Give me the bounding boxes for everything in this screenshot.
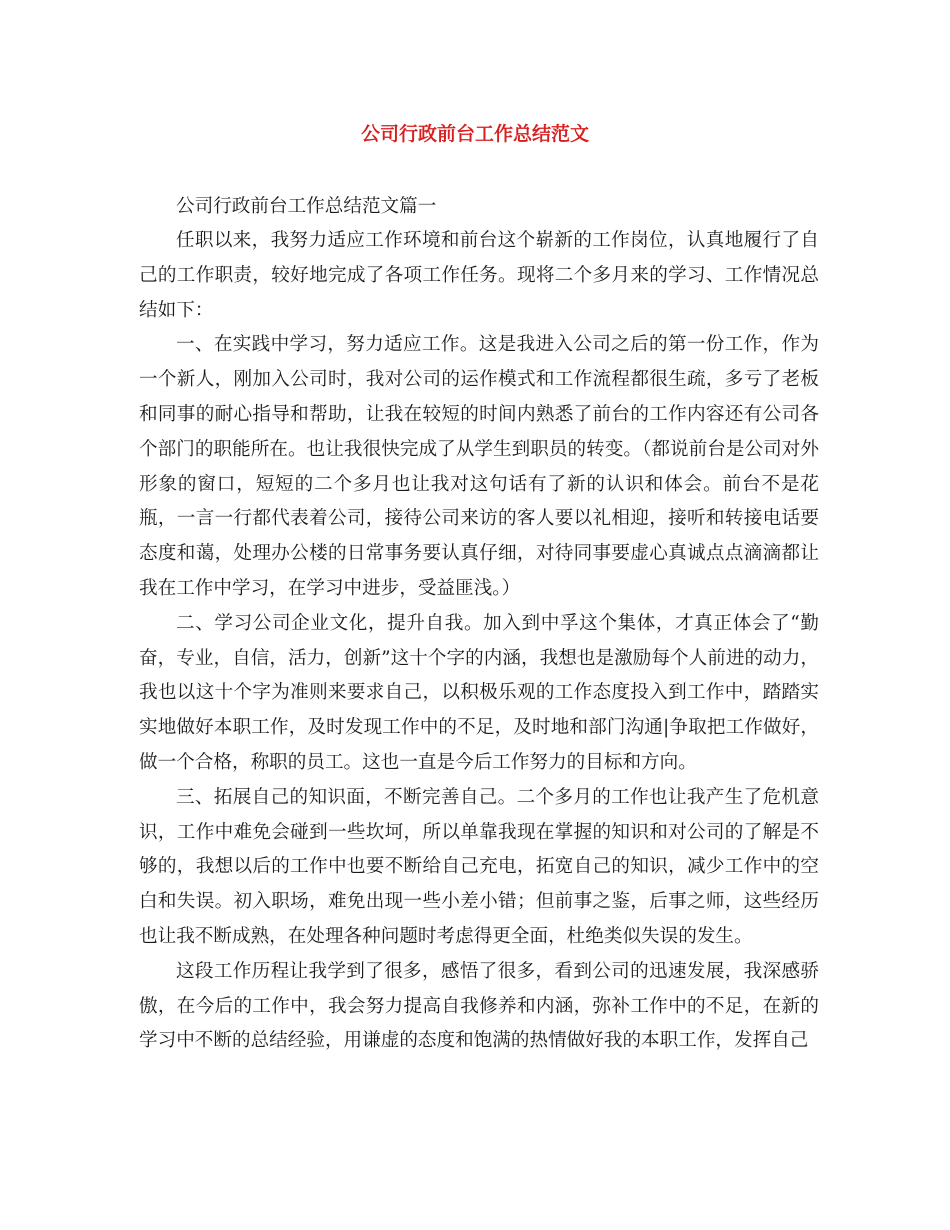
- document-subtitle: 公司行政前台工作总结范文篇一: [176, 196, 437, 217]
- paragraph-conclusion: 这段工作历程让我学到了很多，感悟了很多，看到公司的迅速发展，我深感骄傲，在今后的工作中，我会努力提高自我修养和内涵，弥补工作中的不足，在新的学习中不断的总结经验，用谦虚的态度和饱满的热情做好我的本职工作，发挥自己: [139, 960, 819, 1052]
- document-title: 公司行政前台工作总结范文: [360, 123, 589, 145]
- paragraph-section-1: 一、在实践中学习，努力适应工作。这是我进入公司之后的第一份工作，作为一个新人，刚加入公司时，我对公司的运作模式和工作流程都很生疏，多亏了老板和同事的耐心指导和帮助，让我在较短的时间内熟悉了前台的工作内容还有公司各个部门的职能所在。也让我很快完成了从学生到职员的转变。（都说前台是公司对外形象的窗口，短短的二个多月也让我对这句话有了新的认识和体会。前台不是花瓶，一言一行都代表着公司，接待公司来访的客人要以礼相迎，接听和转接电话要态度和蔼，处理办公楼的日常事务要认真仔细，对待同事要虚心真诚点点滴滴都让我在工作中学习，在学习中进步，受益匪浅。）: [139, 334, 819, 599]
- document-body: [139, 224, 819, 1059]
- paragraph-intro: 任职以来，我努力适应工作环境和前台这个崭新的工作岗位，认真地履行了自己的工作职责，较好地完成了各项工作任务。现将二个多月来的学习、工作情况总结如下：: [139, 230, 819, 321]
- paragraph-section-2: 二、学习公司企业文化，提升自我。加入到中孚这个集体，才真正体会了“勤奋，专业，自信，活力，创新”这十个字的内涵，我想也是激励每个人前进的动力，我也以这十个字为准则来要求自己，以积极乐观的工作态度投入到工作中，踏踏实实地做好本职工作，及时发现工作中的不足，及时地和部门沟通|争取把工作做好，做一个合格，称职的员工。这也一直是今后工作努力的目标和方向。: [139, 612, 819, 773]
- paragraph-section-3: 三、拓展自己的知识面，不断完善自己。二个多月的工作也让我产生了危机意识，工作中难免会碰到一些坎坷，所以单靠我现在掌握的知识和对公司的了解是不够的，我想以后的工作中也要不断给自己充电，拓宽自己的知识，减少工作中的空白和失误。初入职场，难免出现一些小差小错；但前事之鉴，后事之师，这些经历也让我不断成熟，在处理各种问题时考虑得更全面，杜绝类似失误的发生。: [139, 786, 819, 947]
